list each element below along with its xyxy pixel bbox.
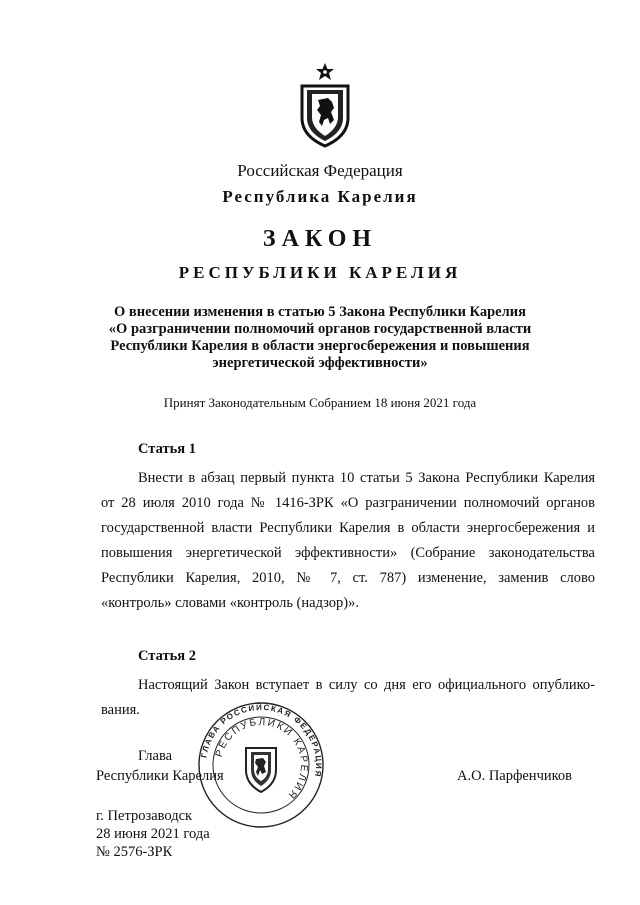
article-1-line: Внести в абзац первый пункта 10 статьи 5 Закона Республики Карелия bbox=[138, 470, 595, 486]
signing-city: г. Петрозаводск bbox=[96, 808, 193, 824]
article-2-line: Настоящий Закон вступает в силу со дня его официального опублико- bbox=[138, 677, 595, 693]
law-number: № 2576-ЗРК bbox=[96, 844, 173, 860]
article-1-line: от 28 июля 2010 года № 1416-ЗРК «О разграничении полномочий органов bbox=[101, 495, 595, 511]
signatory-position-line2: Республики Карелия bbox=[96, 768, 224, 784]
seal-outer-text: ГЛАВА РОССИЙСКАЯ ФЕДЕРАЦИЯ bbox=[199, 702, 324, 779]
signing-date: 28 июня 2021 года bbox=[96, 826, 210, 842]
law-title bbox=[0, 304, 640, 372]
article-2-heading: Статья 2 bbox=[138, 648, 196, 664]
article-1-line: «контроль» словами «контроль (надзор)». bbox=[101, 595, 359, 611]
law-title-line: «О разграничении полномочий органов государственной власти bbox=[108, 321, 532, 337]
article-1-line: государственной власти Республики Карелия в области энергосбережения и bbox=[101, 520, 595, 536]
country-name: Российская Федерация bbox=[237, 161, 403, 180]
signatory-position-line1: Глава bbox=[138, 748, 173, 764]
republic-name: Республика Карелия bbox=[222, 187, 418, 206]
article-2-line: вания. bbox=[101, 702, 140, 718]
signatory-name: А.О. Парфенчиков bbox=[457, 768, 573, 784]
article-1-heading: Статья 1 bbox=[138, 441, 196, 457]
law-title-line: Республики Карелия в области энергосбережения и повышения bbox=[110, 338, 530, 354]
karelia-emblem-icon bbox=[298, 62, 352, 148]
article-2-text bbox=[101, 673, 595, 723]
article-1-line: Республики Карелия, 2010, № 7, ст. 787) изменение, заменив слово bbox=[101, 570, 595, 586]
document-type: ЗАКОН bbox=[262, 226, 378, 252]
law-title-line: энергетической эффективности» bbox=[212, 355, 428, 371]
article-1-text bbox=[101, 466, 595, 616]
seal-inner-text: РЕСПУБЛИКИ КАРЕЛИЯ bbox=[213, 716, 310, 802]
official-seal-icon bbox=[196, 700, 326, 830]
document-type-sub: РЕСПУБЛИКИ КАРЕЛИЯ bbox=[178, 263, 462, 282]
adoption-note: Принят Законодательным Собранием 18 июня 2021 года bbox=[163, 395, 477, 410]
article-1-line: повышения энергетической эффективности» (Собрание законодательства bbox=[101, 545, 595, 561]
law-title-line: О внесении изменения в статью 5 Закона Республики Карелия bbox=[114, 304, 526, 320]
